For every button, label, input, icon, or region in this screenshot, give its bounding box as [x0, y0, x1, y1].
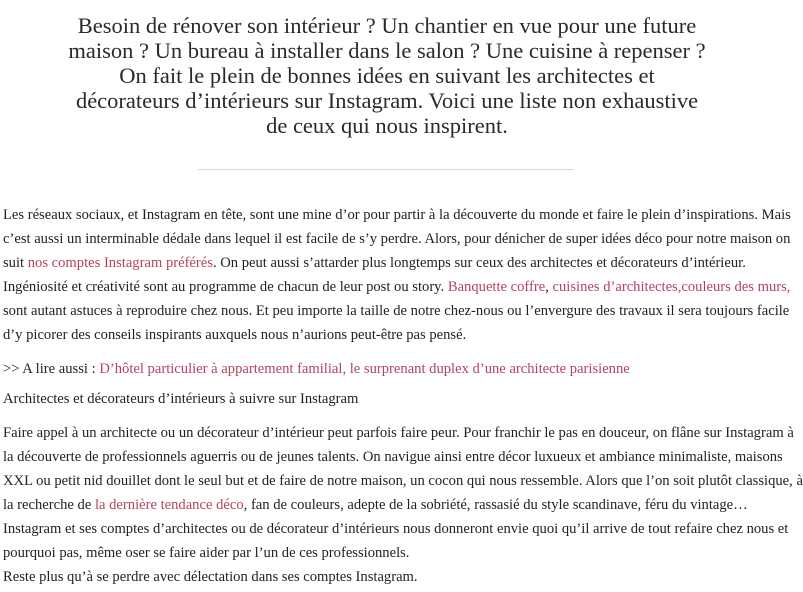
paragraph-line: pourquoi pas, même oser se faire aider par l’un de ces professionnels. [3, 545, 410, 561]
text: . On peut aussi s’attarder plus longtemps sur ceux des architectes et décorateurs d’intérieur. [212, 255, 746, 271]
paragraph-line: la découverte de professionnels aguerris ou de jeunes talents. On navigue ainsi entre décor luxueux et ambiance minimaliste, maisons [3, 449, 783, 465]
paragraph-line: Les réseaux sociaux, et Instagram en tête, sont une mine d’or pour partir à la découverte du monde et faire le plein d’inspirations. Mais [3, 207, 791, 223]
spacer [3, 347, 783, 357]
intro-line: décorateurs d’intérieurs sur Instagram. Voici une liste non exhaustive [75, 88, 699, 113]
link-couleurs-murs[interactable]: ,couleurs des murs, [677, 279, 791, 295]
paragraph-line [3, 251, 783, 275]
paragraph-2 [3, 421, 803, 565]
paragraph-line: d’y picorer des conseils inspirants auxquels nous n’aurions peut-être pas pensé. [3, 327, 467, 343]
paragraph-line [3, 493, 783, 517]
intro-line: de ceux qui nous inspirent. [266, 113, 508, 138]
text: , [545, 279, 553, 295]
subheading: Architectes et décorateurs d’intérieurs à suivre sur Instagram [3, 391, 359, 407]
intro-line: maison ? Un bureau à installer dans le salon ? Une cuisine à repenser ? [68, 38, 706, 63]
intro-line: On fait le plein de bonnes idées en suivant les architectes et [119, 63, 655, 88]
paragraph-line: XXL ou petit nid douillet dont le seul but et de faire de notre maison, un cocon qui nous ressemble. Alors que l’on soit plutôt classique, à [3, 473, 803, 489]
link-cuisines-architectes[interactable]: cuisines d’architectes [552, 279, 678, 295]
paragraph-line: sont autant astuces à reproduire chez nous. Et peu importe la taille de notre chez-nous ou l’envergure des travaux il sera toujours facile [3, 303, 790, 319]
paragraph-line [3, 275, 791, 299]
text: , fan de couleurs, adepte de la sobriété, rassasié du style scandinave, féru du vintage… [243, 497, 748, 513]
link-favorite-instagram-accounts[interactable]: nos comptes Instagram préférés [27, 255, 213, 271]
paragraph-line: Instagram et ses comptes d’architectes ou de décorateur d’intérieurs nous donneront envie quoi qu’il arrive de tout refaire chez nous et [3, 521, 789, 537]
spacer [3, 411, 783, 421]
closing-line: Reste plus qu’à se perdre avec délectation dans ses comptes Instagram. [3, 569, 418, 585]
paragraph-line: c’est aussi un interminable dédale dans lequel il est facile de s’y perdre. Alors, pour dénicher de super idées déco pour notre maison on [3, 231, 791, 247]
section-divider [198, 169, 574, 170]
read-also [3, 357, 783, 381]
link-derniere-tendance-deco[interactable]: la dernière tendance déco [94, 497, 244, 513]
link-banquette-coffre[interactable]: Banquette coffre [447, 279, 546, 295]
link-read-also-article[interactable]: D’hôtel particulier à appartement familial, le surprenant duplex d’une architecte parisienne [99, 361, 630, 377]
text: Ingéniosité et créativité sont au programme de chacun de leur post ou story. [3, 279, 448, 295]
article-body [3, 203, 803, 589]
paragraph-line: Faire appel à un architecte ou un décorateur d’intérieur peut parfois faire peur. Pour franchir le pas en douceur, on flâne sur Instagram à [3, 425, 794, 441]
read-also-prefix: >> A lire aussi : [3, 361, 100, 377]
paragraph-1 [3, 203, 791, 347]
text: la recherche de [3, 497, 95, 513]
article-intro [62, 13, 712, 138]
text: suit [3, 255, 28, 271]
intro-line: Besoin de rénover son intérieur ? Un chantier en vue pour une future [77, 13, 697, 38]
